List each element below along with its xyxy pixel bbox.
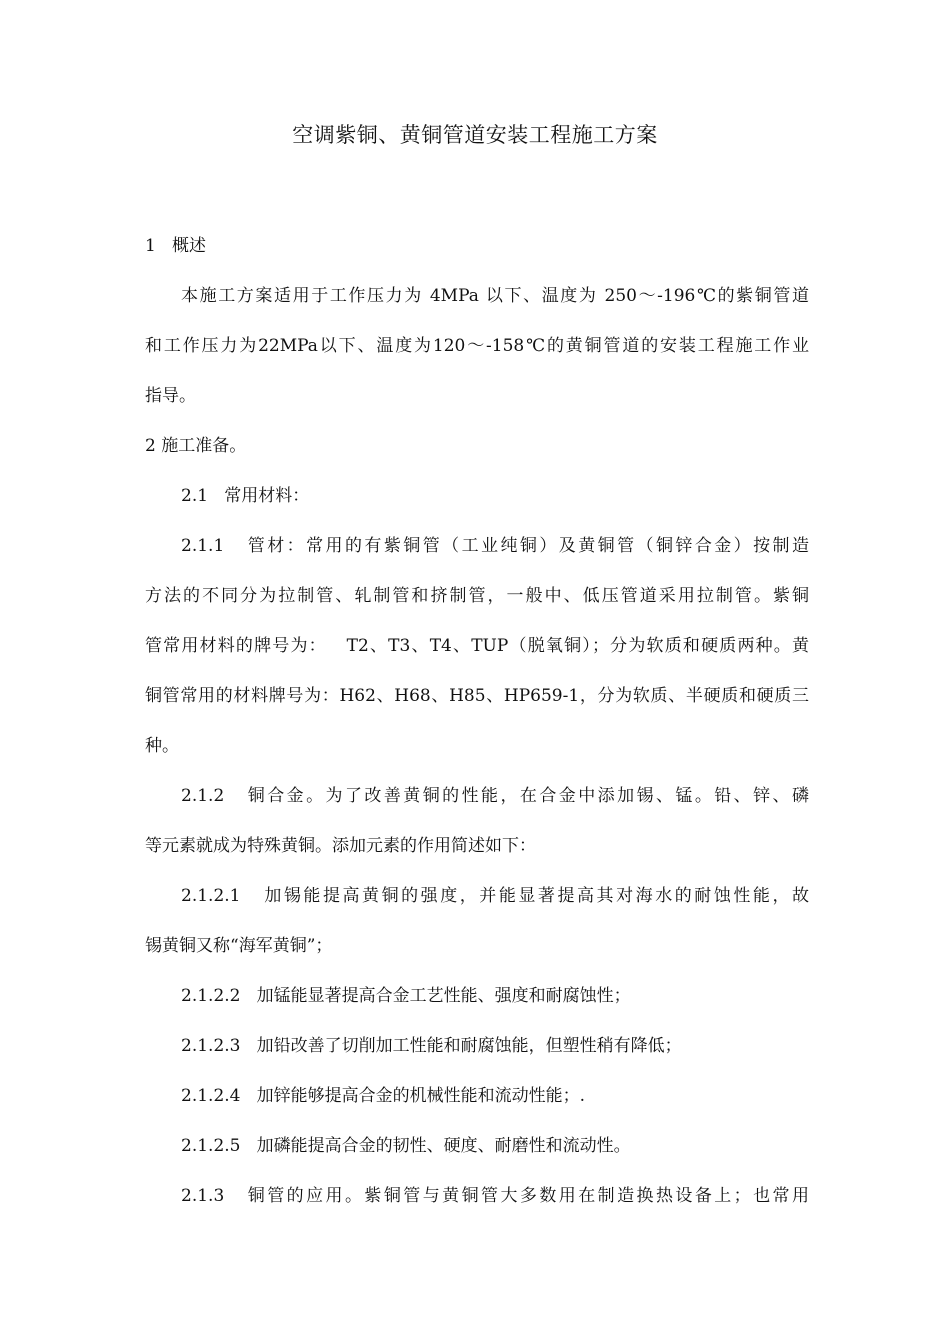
paragraph-line: 2.1.3 铜管的应用。紫铜管与黄铜管大多数用在制造换热设备上；也常用 — [181, 1186, 809, 1206]
paragraph-line: 锡黄铜又称“海军黄铜”； — [145, 936, 333, 956]
paragraph-line: 和工作压力为22MPa以下、温度为120～-158℃的黄铜管道的安装工程施工作业 — [145, 336, 809, 356]
paragraph-line: 2.1.2 铜合金。为了改善黄铜的性能，在合金中添加锡、锰。铅、锌、磷 — [181, 786, 809, 806]
paragraph-line: 铜管常用的材料牌号为：H62、H68、H85、HP659-1，分为软质、半硬质和硬质三 — [145, 686, 809, 706]
document-body — [145, 221, 809, 1221]
paragraph-line: 2.1.2.5 加磷能提高合金的韧性、硬度、耐磨性和流动性。 — [181, 1136, 631, 1156]
paragraph-line: 2.1.2.1 加锡能提高黄铜的强度，并能显著提高其对海水的耐蚀性能，故 — [181, 886, 809, 906]
subsection-heading-materials: 2.1 常用材料： — [181, 486, 310, 506]
paragraph-line: 种。 — [145, 736, 179, 756]
section-heading-overview: 1 概述 — [145, 236, 207, 256]
document-title: 空调紫铜、黄铜管道安装工程施工方案 — [292, 123, 658, 147]
paragraph-line: 管常用材料的牌号为： T2、T3、T4、TUP（脱氧铜）；分为软质和硬质两种。黄 — [145, 636, 809, 656]
paragraph-line: 等元素就成为特殊黄铜。添加元素的作用简述如下： — [145, 836, 536, 856]
paragraph-line: 2.1.2.3 加铅改善了切削加工性能和耐腐蚀能，但塑性稍有降低； — [181, 1036, 682, 1056]
paragraph-line: 指导。 — [145, 386, 196, 406]
paragraph-line: 本施工方案适用于工作压力为 4MPa 以下、温度为 250～-196℃的紫铜管道 — [181, 286, 809, 306]
paragraph-line: 2.1.2.4 加锌能够提高合金的机械性能和流动性能；. — [181, 1086, 586, 1106]
section-heading-preparation: 2 施工准备。 — [145, 436, 247, 456]
paragraph-line: 2.1.1 管材：常用的有紫铜管（工业纯铜）及黄铜管（铜锌合金）按制造 — [181, 536, 809, 556]
paragraph-line: 2.1.2.2 加锰能显著提高合金工艺性能、强度和耐腐蚀性； — [181, 986, 631, 1006]
paragraph-line: 方法的不同分为拉制管、轧制管和挤制管，一般中、低压管道采用拉制管。紫铜 — [145, 586, 809, 606]
